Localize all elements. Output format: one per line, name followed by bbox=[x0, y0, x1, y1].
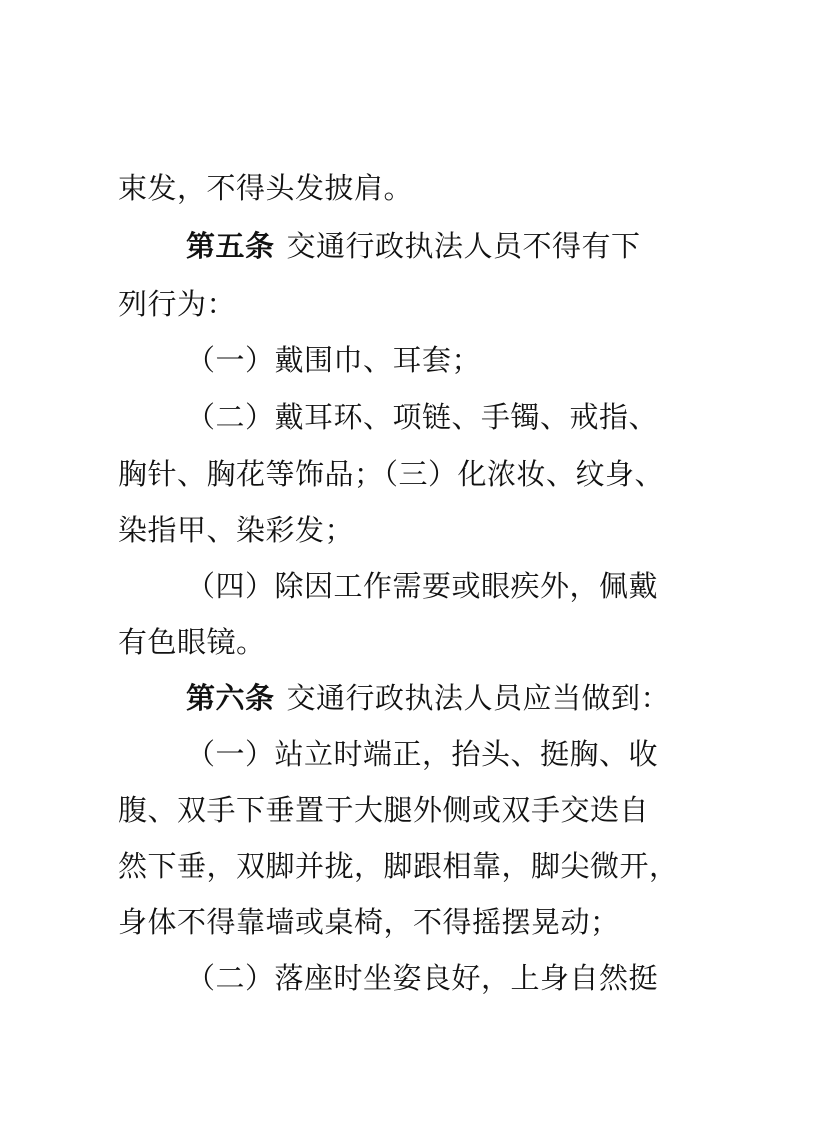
article-six-heading-line bbox=[186, 678, 718, 718]
text-line-6: 胸针、胸花等饰品；（三）化浓妆、纹身、 bbox=[118, 457, 665, 491]
text-line-14: 身体不得靠墙或桌椅，不得摇摆晃动； bbox=[118, 905, 620, 939]
article-five-heading-line bbox=[186, 226, 718, 266]
item-one-line: （一）戴围巾、耳套； bbox=[186, 343, 482, 377]
text-line-9: 有色眼镜。 bbox=[118, 625, 266, 659]
text-line-13: 然下垂，双脚并拢，脚跟相靠，脚尖微开， bbox=[118, 849, 679, 883]
item-four-line: （四）除因工作需要或眼疾外，佩戴 bbox=[186, 569, 659, 603]
article-six-text: 交通行政执法人员应当做到： bbox=[286, 681, 671, 715]
text-line-12: 腹、双手下垂置于大腿外侧或双手交迭自 bbox=[118, 793, 650, 827]
text-line-7: 染指甲、染彩发； bbox=[118, 513, 355, 547]
item-two-sitting-line: （二）落座时坐姿良好，上身自然挺 bbox=[186, 961, 659, 995]
text-line-3: 列行为： bbox=[118, 287, 237, 321]
item-one-standing-line: （一）站立时端正，抬头、挺胸、收 bbox=[186, 737, 659, 771]
article-five-number: 第五条 bbox=[186, 229, 275, 263]
article-six-number: 第六条 bbox=[186, 681, 275, 715]
article-five-text: 交通行政执法人员不得有下 bbox=[286, 229, 641, 263]
item-two-line: （二）戴耳环、项链、手镯、戒指、 bbox=[186, 400, 659, 434]
text-line-1: 束发，不得头发披肩。 bbox=[118, 171, 414, 205]
